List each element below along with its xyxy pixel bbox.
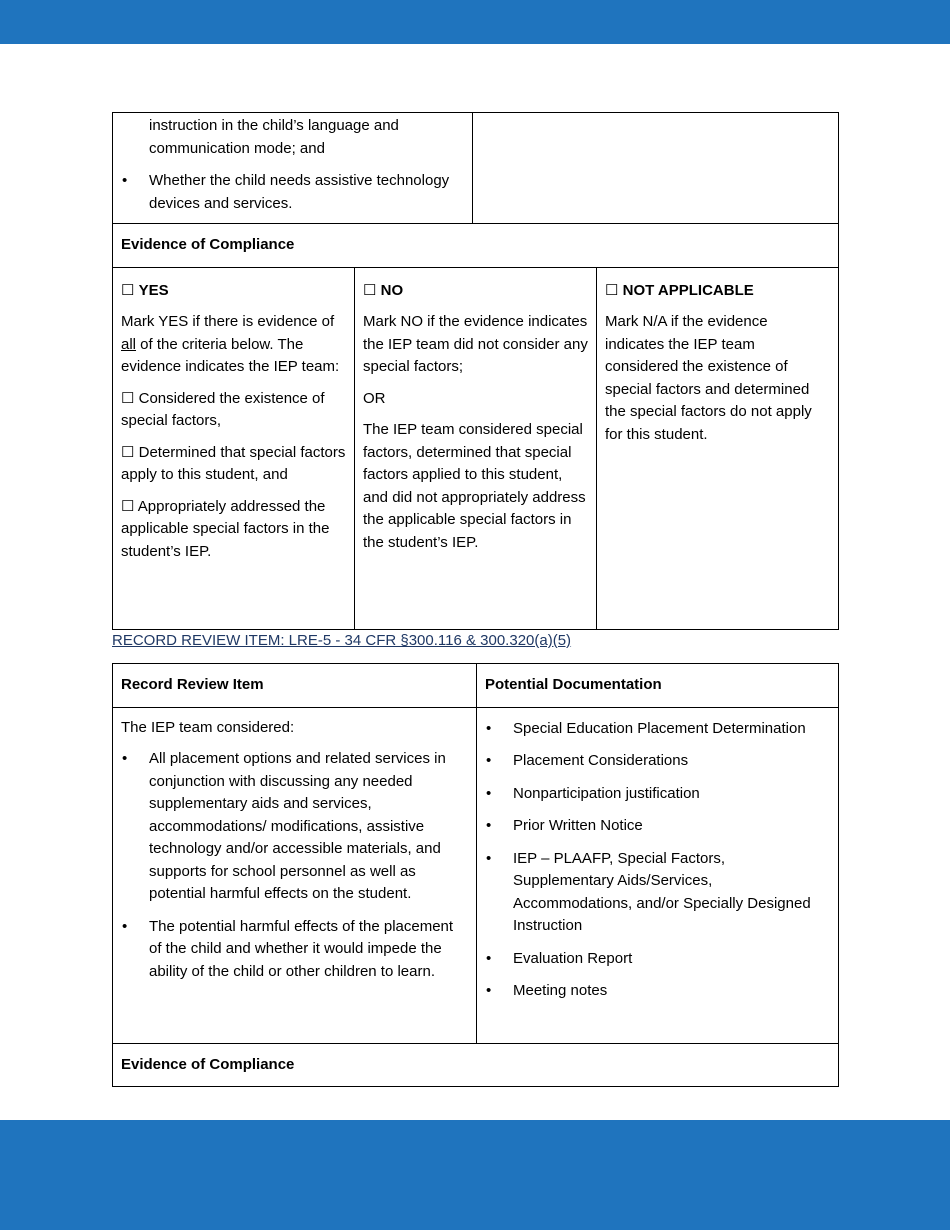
col-header-potential-documentation: Potential Documentation — [477, 664, 839, 708]
yes-checkbox[interactable]: ☐ — [121, 281, 135, 299]
yes-label: YES — [138, 281, 169, 299]
list-item: • IEP – PLAAFP, Special Factors, Supplementary Aids/Services, Accommodations, and/or Specially Designed Instruction — [513, 848, 830, 938]
criterion-checkbox[interactable]: ☐ Appropriately addressed the applicable special factors in the student’s IEP. — [121, 497, 330, 560]
bottom-banner — [0, 1120, 950, 1230]
list-item: • All placement options and related services in conjunction with discussing any needed supplementary aids and services, accommodations/ modifications, assistive technology and/or accessible materials, and supports for school personnel as well as potential harmful effects on the student. — [149, 748, 468, 906]
na-label: NOT APPLICABLE — [622, 281, 754, 299]
top-banner — [0, 0, 950, 44]
no-checkbox[interactable]: ☐ — [363, 281, 377, 299]
list-item: • Evaluation Report — [513, 948, 830, 971]
list-item: • Placement Considerations — [513, 750, 830, 773]
evidence-label: Evidence of Compliance — [113, 1043, 839, 1087]
or-text: OR — [363, 389, 386, 407]
na-cell — [597, 267, 839, 629]
criterion-checkbox[interactable]: ☐ Determined that special factors apply to this student, and — [121, 443, 346, 483]
yes-cell — [113, 267, 355, 629]
list-item: instruction in the child’s language and communication mode; and — [149, 117, 399, 157]
na-checkbox[interactable]: ☐ — [605, 281, 619, 299]
evidence-label: Evidence of Compliance — [113, 224, 839, 268]
prev-docs-cell — [473, 113, 839, 224]
no-text-2: The IEP team considered special factors, determined that special factors applied to this student, and did not appropriately address the applicable special factors in the student’s IEP. — [363, 421, 586, 551]
intro-text: The IEP team considered: — [121, 718, 295, 736]
prev-criteria-cell — [113, 113, 473, 224]
list-item: • Nonparticipation justification — [513, 783, 830, 806]
na-text: Mark N/A if the evidence indicates the IEP team considered the existence of special factors and determined the special factors do not apply for this student. — [605, 313, 812, 443]
list-item: • Whether the child needs assistive technology devices and services. — [149, 170, 464, 215]
documentation-cell — [477, 707, 839, 1043]
col-header-record-review-item: Record Review Item — [113, 664, 477, 708]
no-text: Mark NO if the evidence indicates the IEP team did not consider any special factors; — [363, 313, 588, 375]
record-review-cell — [113, 707, 477, 1043]
list-item: • Meeting notes — [513, 980, 830, 1003]
list-item: • Special Education Placement Determination — [513, 718, 830, 741]
criterion-checkbox[interactable]: ☐ Considered the existence of special factors, — [121, 389, 325, 429]
no-label: NO — [380, 281, 404, 299]
prev-item-table — [112, 112, 839, 630]
lre5-table — [112, 663, 839, 1087]
yes-intro: Mark YES if there is evidence of all of the criteria below. The evidence indicates the IEP team: — [121, 313, 340, 375]
no-cell — [355, 267, 597, 629]
list-item: • The potential harmful effects of the placement of the child and whether it would impede the ability of the child or other children to learn. — [149, 916, 468, 984]
record-review-heading-link[interactable]: RECORD REVIEW ITEM: LRE-5 - 34 CFR §300.116 & 300.320(a)(5) — [112, 632, 572, 649]
list-item: • Prior Written Notice — [513, 815, 830, 838]
